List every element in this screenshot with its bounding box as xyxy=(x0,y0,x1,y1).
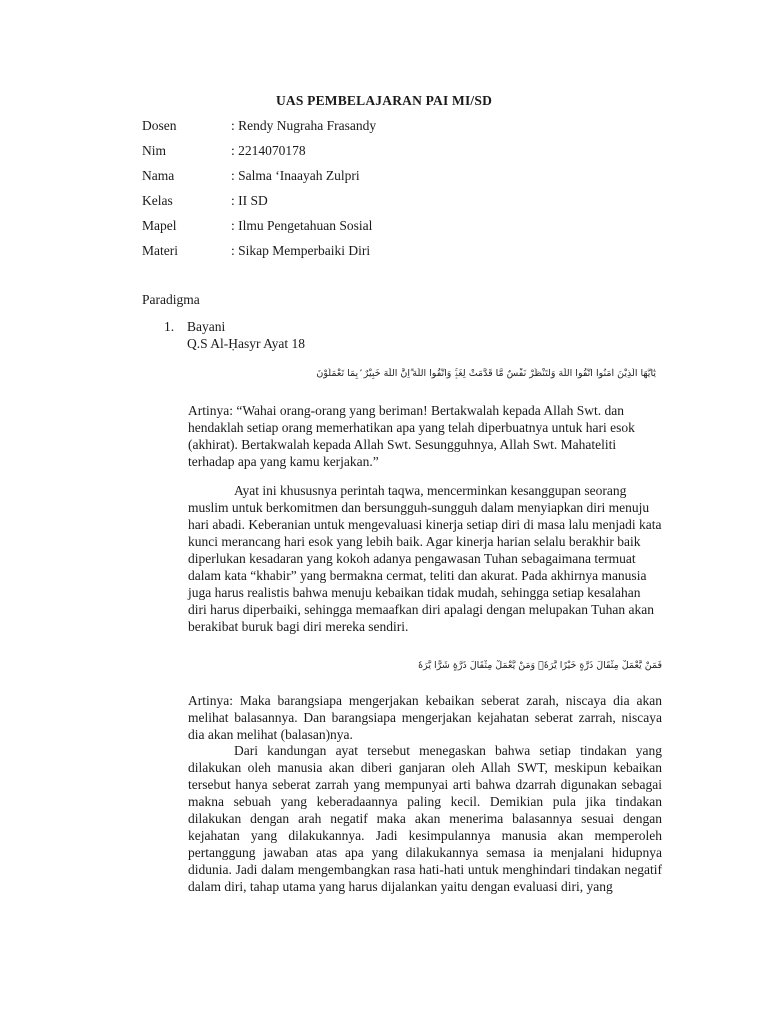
meta-value: : 2214070178 xyxy=(231,143,306,158)
meta-label: Dosen xyxy=(142,118,177,133)
translation-paragraph-1: Artinya: “Wahai orang-orang yang beriman! Bertakwalah kepada Allah Swt. dan hendaklah setiap orang memerhatikan apa yang telah diperbuatnya untuk hari esok (akhirat). Bertakwalah kepada Allah Swt. Sesungguhnya, Allah Swt. Mahateliti terhadap apa yang kamu kerjakan.” xyxy=(188,403,635,469)
document-title: UAS PEMBELAJARAN PAI MI/SD xyxy=(275,93,493,108)
meta-label: Materi xyxy=(142,243,178,258)
list-item-number: 1. xyxy=(164,319,175,334)
meta-value: : Ilmu Pengetahuan Sosial xyxy=(231,218,373,233)
arabic-verse-1: يٰٓاَيُّهَا الَّذِيْنَ اٰمَنُوا اتَّقُوا اللّٰهَ وَلْتَنْظُرْ نَفْسٌ مَّا قَدَّمَتْ لِغَدٍۚ وَاتَّقُوا اللّٰهَ ۗاِنَّ اللّٰهَ خَبِيْرٌ ۢبِمَا تَعْمَلُوْنَ xyxy=(316,368,656,379)
section-heading: Paradigma xyxy=(142,292,200,307)
meta-row-kelas xyxy=(142,192,376,217)
meta-label: Mapel xyxy=(142,218,177,233)
list-item-title: Bayani xyxy=(187,319,226,334)
metadata-block xyxy=(142,117,376,267)
meta-row-mapel xyxy=(142,217,376,242)
meta-value: : II SD xyxy=(231,193,268,208)
meta-value: : Rendy Nugraha Frasandy xyxy=(231,118,377,133)
translation-paragraph-2: Artinya: Maka barangsiapa mengerjakan kebaikan seberat zarah, niscaya dia akan melihat balasannya. Dan barangsiapa mengerjakan kejahatan seberat zarrah, niscaya dia akan melihat (balasan)nya. xyxy=(188,693,662,742)
arabic-verse-2: فَمَنْ يَّعْمَلْ مِثْقَالَ ذَرَّةٍ خَيْرًا يَّرَهٗۚ وَمَنْ يَّعْمَلْ مِثْقَالَ ذَرَّةٍ شَرًّا يَّرَهٗ xyxy=(418,660,662,671)
meta-row-materi xyxy=(142,242,376,267)
meta-value: : Salma ‘Inaayah Zulpri xyxy=(231,168,360,183)
explanation-paragraph-1: Ayat ini khususnya perintah taqwa, mencerminkan kesanggupan seorang muslim untuk berkomitmen dan bersungguh-sungguh dalam menyiapkan diri menuju hari abadi. Keberanian untuk mengevaluasi kinerja setiap diri di masa lalu menjadi kata kunci merancang hari esok yang lebih baik. Agar kinerja harian selalu berakhir baik diperlukan kesadaran yang kokoh adanya pengawasan Tuhan sebagaimana termuat dalam kata “khabir” yang bermakna cermat, teliti dan akurat. Pada akhirnya manusia juga harus realistis bahwa menuju kebaikan tidak mudah, sehingga setiap kesalahan diri harus diperbaiki, sehingga memaafkan diri apalagi dengan melupakan Tuhan akan berakibat buruk bagi diri mereka sendiri. xyxy=(188,483,662,634)
explanation-paragraph-2: Dari kandungan ayat tersebut menegaskan bahwa setiap tindakan yang dilakukan oleh manusia akan diberi ganjaran oleh Allah SWT, meskipun kebaikan tersebut hanya seberat zarrah yang mempunyai arti bahwa dzarrah digunakan sebagai makna sebuah yang keberadaannya paling kecil. Demikian pula jika tindakan dilakukan dengan arah negatif maka akan menerima balasannya sesuai dengan kejahatan yang dilakukannya. Jadi kesimpulannya manusia akan memperoleh pertanggung jawaban atas apa yang dilakukannya semasa ia menjalani hidupnya didunia. Jadi dalam mengembangkan rasa hati-hati untuk menghindari tindakan negatif dalam diri, tahap utama yang harus dijalankan yaitu dengan evaluasi diri, yang xyxy=(188,743,662,894)
meta-row-dosen xyxy=(142,117,376,142)
numbered-list xyxy=(164,318,305,352)
list-item xyxy=(164,318,305,335)
meta-row-nama xyxy=(142,167,376,192)
meta-label: Nim xyxy=(142,143,167,158)
meta-label: Nama xyxy=(142,168,175,183)
list-item-subtitle: Q.S Al-Ḥasyr Ayat 18 xyxy=(187,336,306,351)
meta-row-nim xyxy=(142,142,376,167)
meta-label: Kelas xyxy=(142,193,173,208)
meta-value: : Sikap Memperbaiki Diri xyxy=(231,243,371,258)
